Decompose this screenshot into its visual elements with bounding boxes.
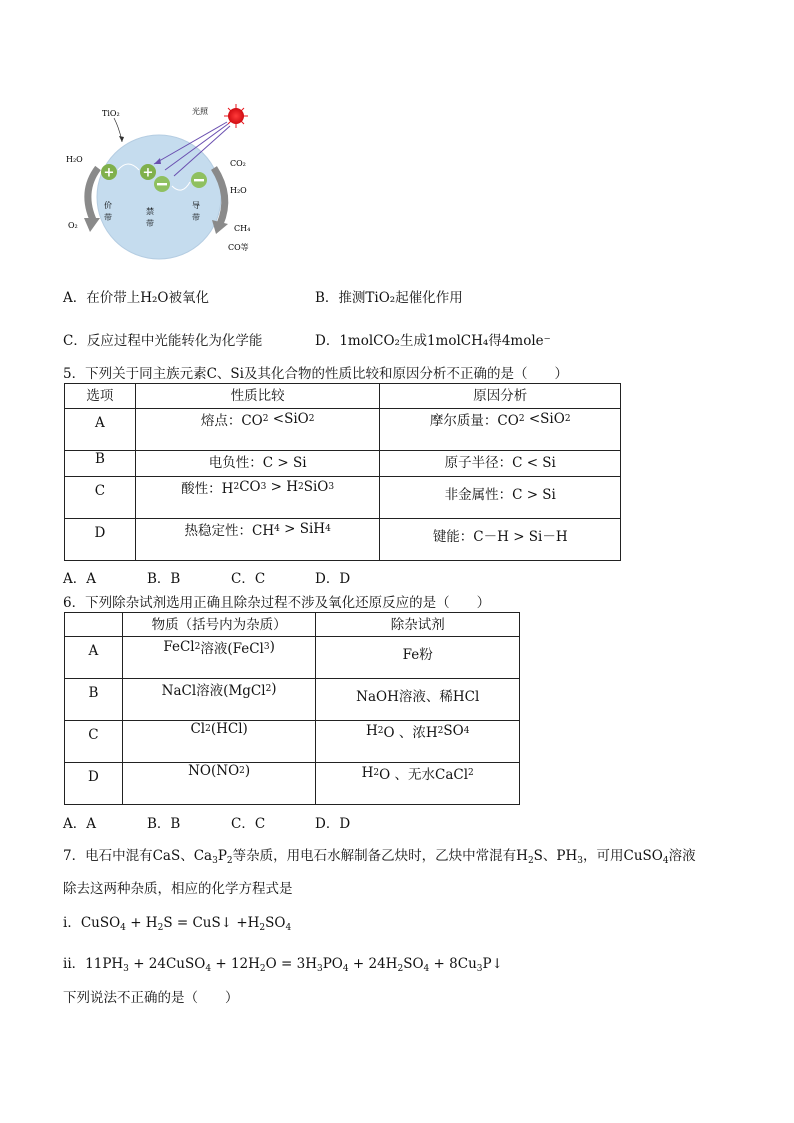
q5-header-reason: 原因分析 (473, 388, 528, 404)
q5-answer-b: B．B (147, 571, 181, 587)
table-row (65, 477, 621, 519)
light-label: 光照 (192, 107, 208, 116)
q5-answer-d: D．D (315, 571, 351, 587)
h2o-left-label: H₂O (66, 155, 83, 164)
photocatalysis-figure (62, 100, 262, 265)
q5-header-property: 性质比较 (230, 388, 285, 404)
ch4-right-label: CH₄ (234, 224, 251, 233)
q6-substance: FeCl 2 溶液(FeCl 3 ) (163, 639, 275, 657)
photocatalysis-diagram (62, 100, 262, 265)
q5-property: 酸性：H 2 CO 3 > H 2 SiO 3 (181, 479, 335, 497)
q6-option: C (88, 727, 99, 743)
q6-option: D (88, 769, 99, 785)
q4-option-c: C．反应过程中光能转化为化学能 (63, 333, 263, 349)
q5-option: D (94, 525, 106, 541)
table-row (65, 451, 621, 477)
q5-answer-c: C．C (231, 571, 266, 587)
q5-reason: 原子半径：C < Si (444, 455, 556, 471)
q5-answer-a: A．A (63, 571, 96, 587)
q5-table (64, 383, 621, 561)
q6-header-reagent: 除杂试剂 (390, 617, 445, 633)
co-right-label: CO等 (228, 243, 249, 252)
q5-property: 热稳定性：CH 4 > SiH 4 (184, 521, 331, 539)
q6-reagent: H 2 O 、浓H 2 SO 4 (365, 723, 470, 741)
svg-text:+: + (142, 165, 154, 181)
q7-stem-line1: 7．电石中混有CaS、$Ca_3P_2$等杂质，用电石水解制备乙炔时，乙炔中常混有$H_2S$、$PH_3$，可用CuSO$_4$溶液 (63, 848, 696, 866)
q5-reason: 键能：C－H > Si－H (432, 529, 568, 545)
q6-header-row (65, 613, 520, 637)
table-row (65, 409, 621, 451)
q6-header-substance: 物质（括号内为杂质） (151, 617, 287, 633)
q6-option: B (88, 685, 99, 701)
q5-header-row (65, 384, 621, 409)
q6-option: A (88, 643, 99, 659)
table-row (65, 721, 520, 763)
table-row (65, 763, 520, 805)
tio2-particle (97, 135, 221, 259)
q6-substance: NO(NO 2 ) (188, 763, 251, 779)
forbidden-band-char2: 带 (146, 219, 154, 228)
q6-answer-b: B．B (147, 816, 181, 832)
q7-equation-1: i．CuSO$_4$ + $H_2S$ = CuS↓ $+H_2SO_4$ (63, 915, 292, 933)
left-arrow (88, 168, 98, 222)
q6-substance: NaCl溶液(MgCl 2 ) (161, 681, 277, 699)
q6-substance: Cl 2 (HCl) (190, 721, 248, 737)
q6-stem: 6．下列除杂试剂选用正确且除杂过程不涉及氧化还原反应的是（ ） (63, 595, 491, 611)
q5-reason: 非金属性：C > Si (444, 487, 556, 503)
q6-answer-d: D．D (315, 816, 351, 832)
q5-property: 熔点：CO 2 <SiO 2 (200, 411, 315, 429)
conduction-band-char1: 导 (192, 201, 200, 210)
q5-option: B (94, 451, 105, 467)
h2o-right-label: H₂O (230, 186, 247, 195)
q6-reagent: H 2 O 、无水CaCl 2 (361, 765, 474, 783)
q4-option-d: D．1molCO₂生成1molCH₄得4mole⁻ (315, 333, 551, 349)
q6-table (64, 612, 520, 805)
q6-answer-a: A．A (63, 816, 96, 832)
q5-reason: 摩尔质量：CO 2 <SiO 2 (429, 411, 571, 429)
q4-option-b: B．推测TiO₂起催化作用 (315, 290, 463, 306)
conduction-band-char2: 带 (192, 213, 200, 222)
table-row (65, 679, 520, 721)
table-row (65, 519, 621, 561)
q5-option: A (95, 415, 105, 431)
q5-property: 电负性：C > Si (208, 455, 307, 471)
q6-reagent: Fe粉 (402, 647, 433, 663)
q7-question: 下列说法不正确的是（ ） (63, 990, 239, 1006)
q6-reagent: NaOH溶液、稀HCl (356, 689, 480, 705)
tio2-label: TiO₂ (102, 109, 120, 118)
q4-option-a: A．在价带上H₂O被氧化 (63, 290, 210, 306)
q5-option: C (94, 483, 106, 499)
valence-band-char2: 带 (104, 213, 112, 222)
co2-right-label: CO₂ (230, 159, 246, 168)
svg-text:+: + (103, 165, 115, 181)
o2-left-label: O₂ (68, 221, 78, 230)
electron-icon (191, 172, 207, 188)
forbidden-band-char1: 禁 (146, 207, 154, 216)
valence-band-char1: 价 (104, 201, 112, 210)
electron-icon (154, 176, 170, 192)
q5-header-option: 选项 (86, 388, 114, 404)
q7-stem-line2: 除去这两种杂质，相应的化学方程式是 (63, 881, 293, 897)
q7-equation-2: ii．$11PH_3$ + 24CuSO$_4$ + $12H_2O = 3H_3PO_4 + 24H_2SO_4$ + $8Cu_3P↓$ (63, 956, 503, 974)
q6-answer-c: C．C (231, 816, 266, 832)
table-row (65, 637, 520, 679)
q5-stem: 5．下列关于同主族元素C、Si及其化合物的性质比较和原因分析不正确的是（ ） (63, 366, 568, 382)
